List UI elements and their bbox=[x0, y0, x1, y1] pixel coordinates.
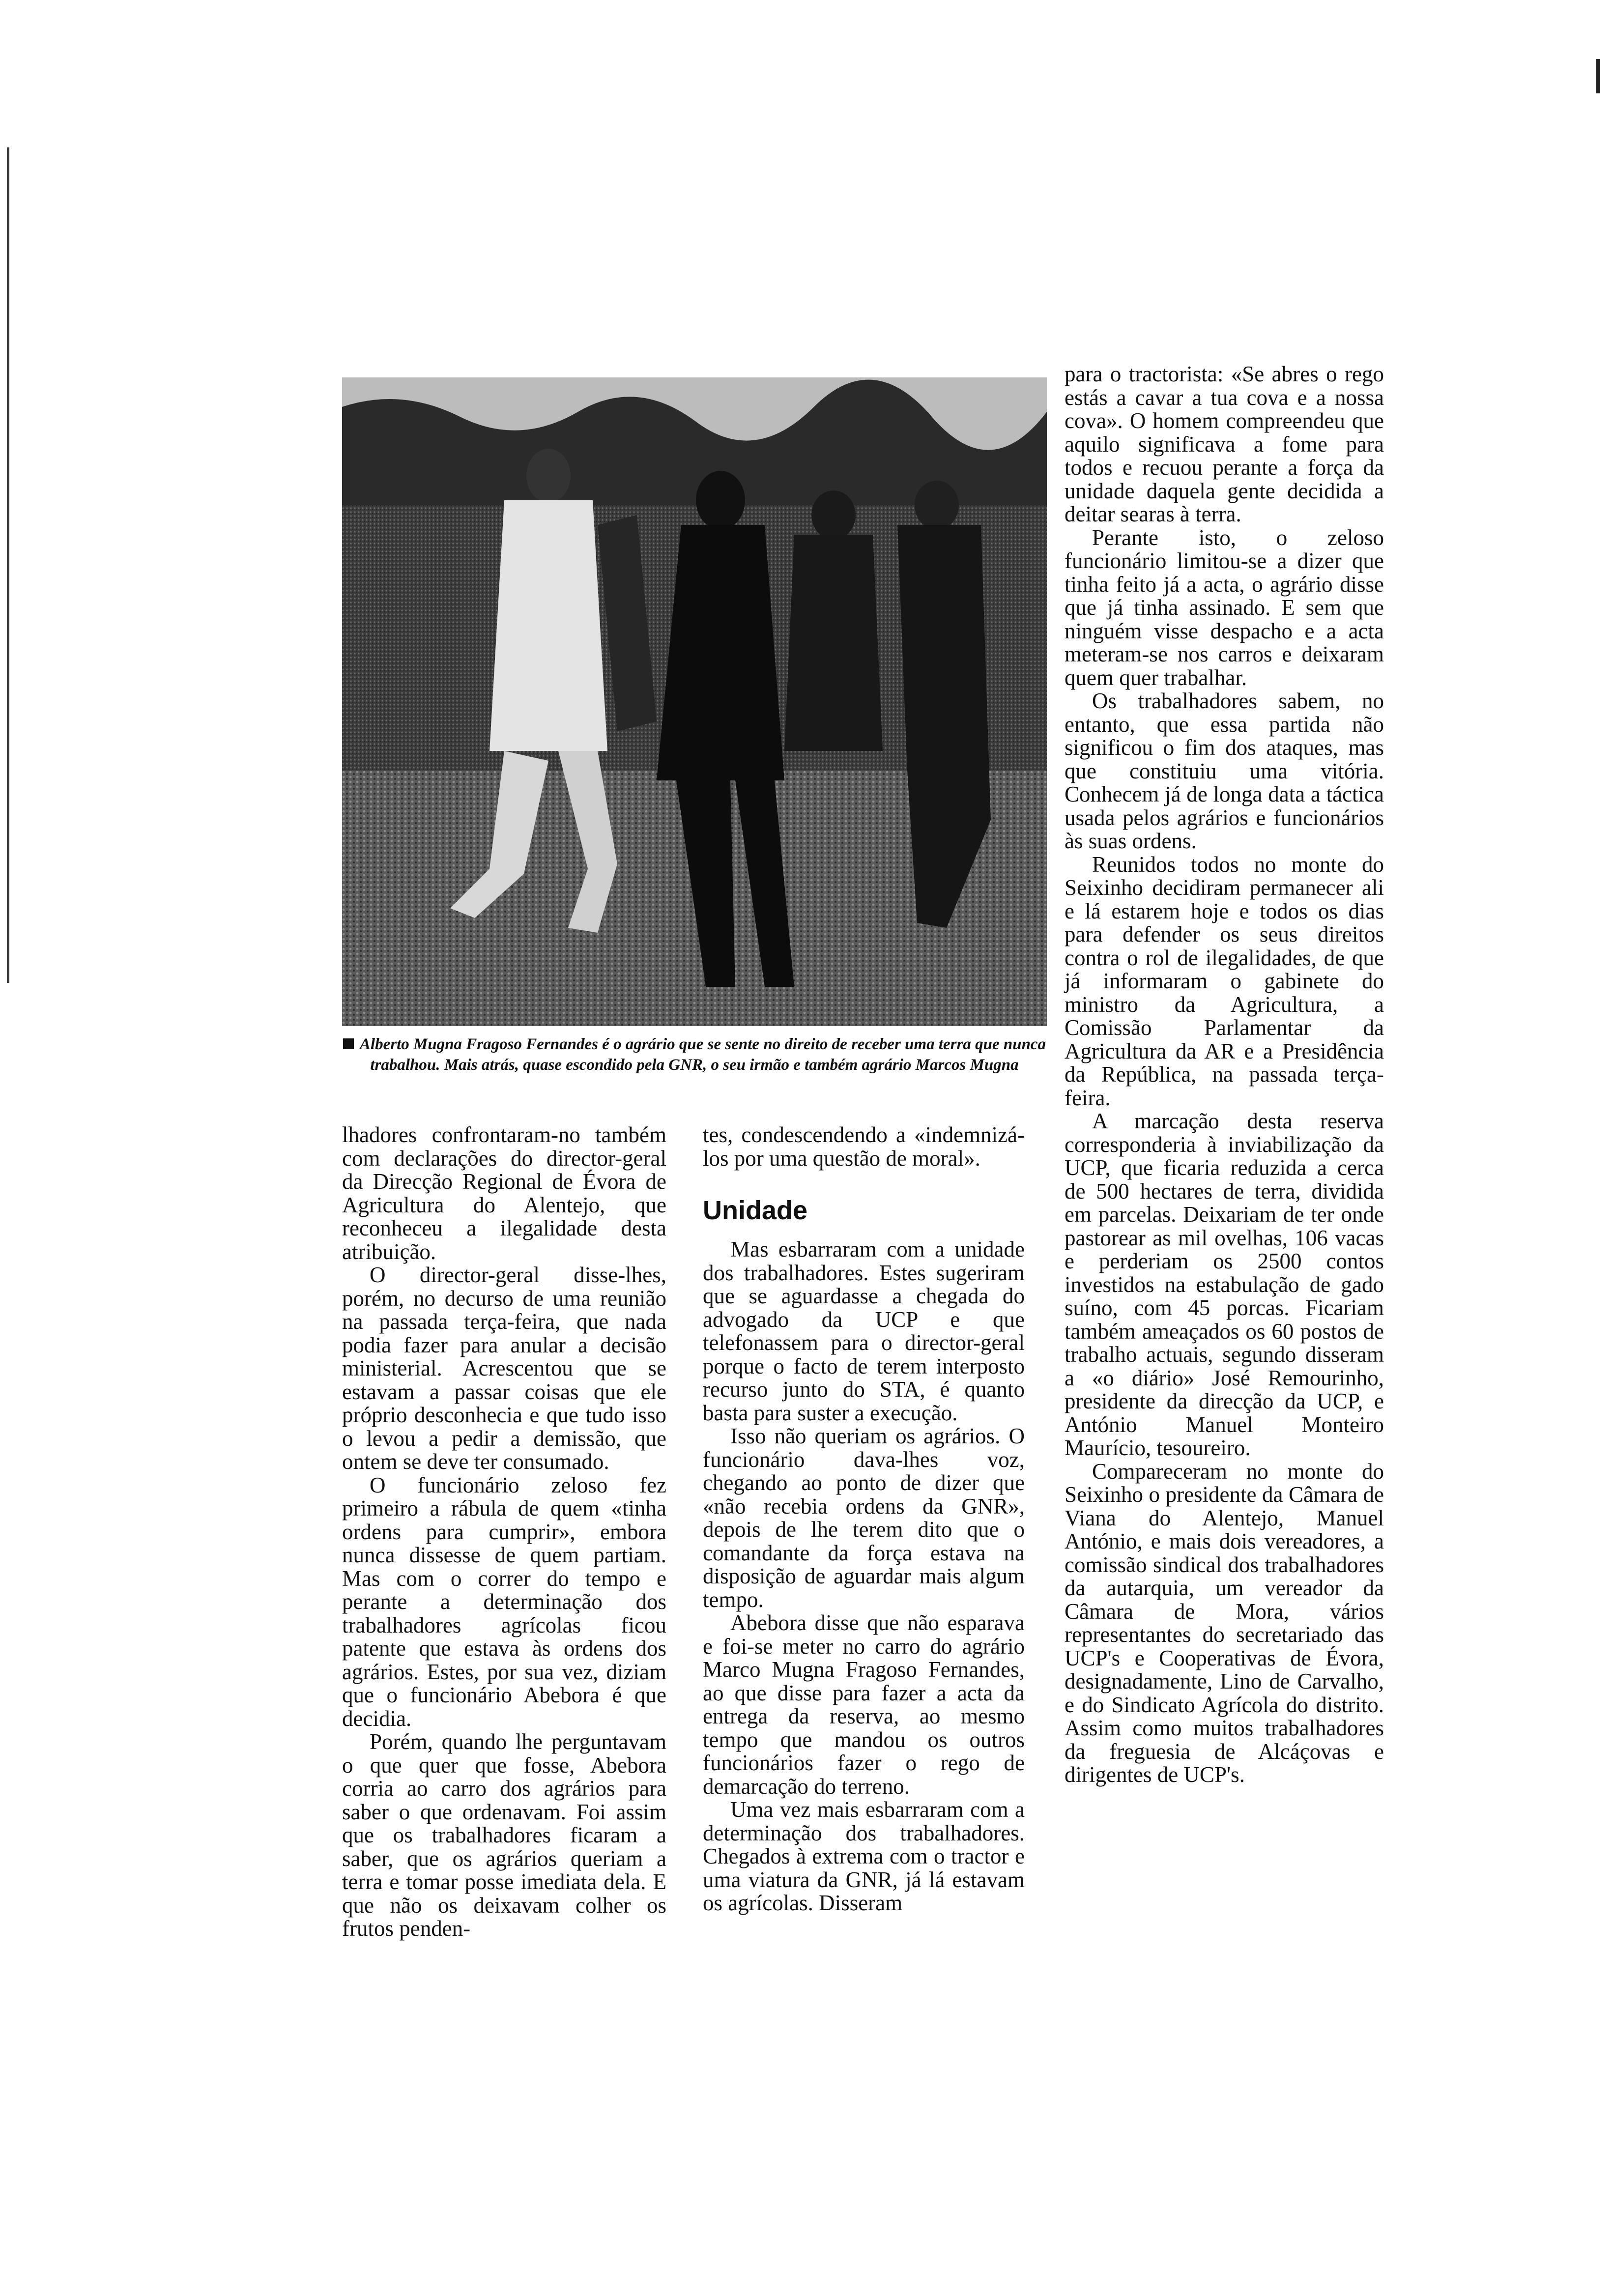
scan-margin-mark bbox=[1596, 59, 1600, 93]
paragraph: Isso não queriam os agrários. O funcionário dava-lhes voz, chegando ao ponto de dizer que «não recebia ordens da GNR», depois de lhe terem dito que o comandante da força estava na disposição de aguardar mais algum tempo. bbox=[703, 1424, 1025, 1612]
paragraph: para o tractorista: «Se abres o rego estás a cavar a tua cova e a nossa cova». O homem compreendeu que aquilo significava a fome para todos e recuou perante a força da unidade daquela gente decidida a deitar searas à terra. bbox=[1065, 362, 1384, 526]
paragraph: Mas esbarraram com a unidade dos trabalhadores. Estes sugeriram que se aguardasse a chegada do advogado da UCP e que telefonassem para o director-geral porque o facto de terem interposto recurso junto do STA, é quanto basta para suster a execução. bbox=[703, 1237, 1025, 1425]
paragraph: Uma vez mais esbarraram com a determinação dos trabalhadores. Chegados à extrema com o tractor e uma viatura da GNR, já lá estavam os agrícolas. Disseram bbox=[703, 1797, 1025, 1915]
paragraph: Reunidos todos no monte do Seixinho decidiram permanecer ali e lá estarem hoje e todos os dias para defender os seus direitos contra o rol de ilegalidades, de que já informaram o gabinete do ministro da Agricultura, a Comissão Parlamentar da Agricultura da AR e a Presidência da República, na passada terça-feira. bbox=[1065, 852, 1384, 1110]
paragraph: Os trabalhadores sabem, no entanto, que essa partida não significou o fim dos ataques, mas que constituiu uma vitória. Conhecem já de longa data a táctica usada pelos agrários e funcionários às suas ordens. bbox=[1065, 689, 1384, 853]
article-column-1 bbox=[342, 1123, 666, 1941]
paragraph: A marcação desta reserva corresponderia à inviabilização da UCP, que ficaria reduzida a cerca de 500 hectares de terra, dividida em parcelas. Deixariam de ter onde pastorear as mil ovelhas, 106 vacas e perderiam os 2500 contos investidos na estabulação de gado suíno, com 45 porcas. Ficariam também ameaçados os 60 postos de trabalho actuais, segundo disseram a «o diário» José Remourinho, presidente da direcção da UCP, e António Manuel Monteiro Maurício, tesoureiro. bbox=[1065, 1109, 1384, 1460]
scan-margin-mark bbox=[7, 147, 9, 983]
news-photo bbox=[342, 377, 1047, 1026]
article-column-3 bbox=[1065, 363, 1384, 1787]
paragraph: Abebora disse que não esparava e foi-se meter no carro do agrário Marco Mugna Fragoso Fernandes, ao que disse para fazer a acta da entrega da reserva, ao mesmo tempo que mandou os outros funcionários fazer o rego de demarcação do terreno. bbox=[703, 1610, 1025, 1799]
paragraph: tes, condescendendo a «indemnizá-los por uma questão de moral». bbox=[703, 1122, 1025, 1171]
paragraph: lhadores confrontaram-no também com declarações do director-geral da Direcção Regional de Évora de Agricultura do Alentejo, que reconheceu a ilegalidade desta atribuição. bbox=[342, 1122, 666, 1264]
paragraph: Compareceram no monte do Seixinho o presidente da Câmara de Viana do Alentejo, Manuel António, e mais dois vereadores, a comissão sindical dos trabalhadores da autarquia, um vereador da Câmara de Mora, vários representantes do secretariado das UCP's e Cooperativas de Évora, designadamente, Lino de Carvalho, e do Sindicato Agrícola do distrito. Assim como muitos trabalhadores da freguesia de Alcáçovas e dirigentes de UCP's. bbox=[1065, 1459, 1384, 1787]
section-heading: Unidade bbox=[703, 1196, 808, 1225]
paragraph: O director-geral disse-lhes, porém, no decurso de uma reunião na passada terça-feira, que nada podia fazer para anular a decisão ministerial. Acrescentou que se estavam a passar coisas que ele próprio desconhecia e que tudo isso o levou a pedir a demissão, que ontem se deve ter consumado. bbox=[342, 1263, 666, 1474]
photo-icon bbox=[342, 377, 1047, 1026]
paragraph: Porém, quando lhe perguntavam o que quer que fosse, Abebora corria ao carro dos agrários para saber o que ordenavam. Foi assim que os trabalhadores ficaram a saber, que os agrários queriam a terra e tomar posse imediata dela. E que não os deixavam colher os frutos penden- bbox=[342, 1729, 666, 1941]
caption-bullet-icon bbox=[343, 1038, 354, 1049]
photo-caption bbox=[342, 1034, 1047, 1075]
paragraph: Perante isto, o zeloso funcionário limitou-se a dizer que tinha feito já a acta, o agrário disse que já tinha assinado. E sem que ninguém visse despacho e a acta meteram-se nos carros e deixaram quem quer trabalhar. bbox=[1065, 525, 1384, 690]
paragraph: O funcionário zeloso fez primeiro a rábula de quem «tinha ordens para cumprir», embora nunca dissesse de quem partiam. Mas com o correr do tempo e perante a determinação dos trabalhadores agrícolas ficou patente que estava às ordens dos agrários. Estes, por sua vez, diziam que o funcionário Abebora é que decidia. bbox=[342, 1472, 666, 1731]
article-column-2 bbox=[703, 1123, 1025, 1915]
photo-caption-text: Alberto Mugna Fragoso Fernandes é o agrário que se sente no direito de receber uma terra que nunca trabalhou. Mais atrás, quase escondido pela GNR, o seu irmão e também agrário Marcos Mugna bbox=[359, 1035, 1046, 1074]
